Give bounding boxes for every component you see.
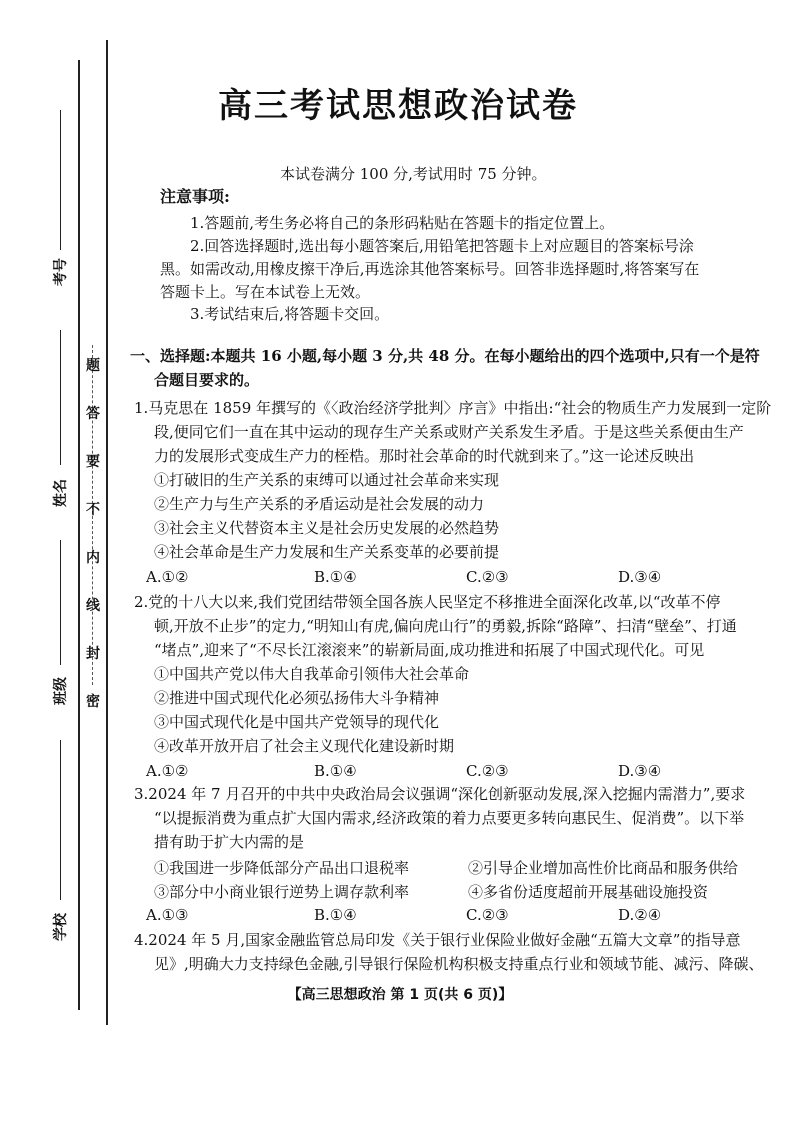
q3-stem-2: “以提振消费为重点扩大国内需求,经济政策的着力点要更多转向惠民生、促消费”。以下举 — [154, 809, 745, 827]
notice-item-3: 3.考试结束后,将答题卡交回。 — [190, 305, 390, 323]
subtitle: 本试卷满分 100 分,考试用时 75 分钟。 — [280, 165, 547, 183]
class-underline — [60, 540, 61, 665]
q1-item-4: ④社会革命是生产力发展和生产关系变革的必要前提 — [154, 543, 500, 561]
q2-option-d: D.③④ — [618, 762, 662, 780]
q4-stem-1: 4.2024 年 5 月,国家金融监管总局印发《关于银行业保险业做好金融“五篇大文章”的指导意 — [134, 931, 741, 949]
q1-item-1: ①打破旧的生产关系的束缚可以通过社会革命来实现 — [154, 471, 500, 489]
q3-item-3: ③部分中小商业银行逆势上调存款利率 — [154, 883, 410, 901]
binding-char-2: 答 — [86, 406, 100, 422]
q1-item-3: ③社会主义代替资本主义是社会历史发展的必然趋势 — [154, 519, 500, 537]
q3-stem-1: 3.2024 年 7 月召开的中共中央政治局会议强调“深化创新驱动发展,深入挖掘内需潜力”,要求 — [134, 785, 746, 803]
q1-option-d: D.③④ — [618, 568, 662, 586]
q1-option-c: C.②③ — [466, 568, 509, 586]
q3-item-4: ④多省份适度超前开展基础设施投资 — [468, 883, 709, 901]
binding-char-3: 要 — [86, 454, 100, 470]
q3-option-c: C.②③ — [466, 906, 509, 924]
binding-char-1: 题 — [86, 358, 100, 374]
q2-item-1: ①中国共产党以伟大自我革命引领伟大社会革命 — [154, 665, 470, 683]
q2-item-2: ②推进中国式现代化必须弘扬伟大斗争精神 — [154, 689, 440, 707]
q3-item-1: ①我国进一步降低部分产品出口退税率 — [154, 859, 410, 877]
notice-item-1: 1.答题前,考生务必将自己的条形码粘贴在答题卡的指定位置上。 — [190, 214, 615, 232]
name-label: 姓名 — [53, 479, 69, 507]
q2-option-a: A.①② — [146, 762, 189, 780]
q1-item-2: ②生产力与生产关系的矛盾运动是社会发展的动力 — [154, 495, 485, 513]
binding-char-8: 密 — [86, 694, 100, 710]
q1-stem-2: 段,便同它们一直在其中运动的现存生产关系或财产关系发生矛盾。于是这些关系便由生产 — [154, 423, 744, 441]
page-title: 高三考试思想政治试卷 — [218, 86, 578, 126]
q2-item-3: ③中国式现代化是中国共产党领导的现代化 — [154, 713, 440, 731]
q3-stem-3: 措有助于扩大内需的是 — [154, 833, 305, 851]
binding-char-5: 内 — [86, 550, 100, 566]
binding-line-outer — [78, 60, 80, 1010]
q2-stem-3: “堵点”,迎来了“不尽长江滚滚来”的崭新局面,成功推进和拓展了中国式现代化。可见 — [154, 641, 705, 659]
q3-option-a: A.①③ — [146, 906, 189, 924]
notice-item-2b: 黑。如需改动,用橡皮擦干净后,再选涂其他答案标号。回答非选择题时,将答案写在 — [160, 260, 700, 278]
q2-stem-1: 2.党的十八大以来,我们党团结带领全国各族人民坚定不移推进全面深化改革,以“改革不停 — [134, 593, 721, 611]
q3-option-d: D.②④ — [618, 906, 662, 924]
q1-option-a: A.①② — [146, 568, 189, 586]
q2-item-4: ④改革开放开启了社会主义现代化建设新时期 — [154, 737, 455, 755]
q1-option-b: B.①④ — [314, 568, 357, 586]
q2-stem-2: 顿,开放不止步”的定力,“明知山有虎,偏向虎山行”的勇毅,拆除“路障”、扫清“壁垒”、打通 — [154, 617, 737, 635]
section-heading-cont: 合题目要求的。 — [154, 371, 260, 389]
binding-char-6: 线 — [86, 598, 100, 614]
notice-heading: 注意事项: — [160, 187, 230, 206]
name-underline — [60, 330, 61, 465]
binding-line-inner — [106, 40, 108, 1025]
school-underline — [60, 740, 61, 900]
q3-item-2: ②引导企业增加高性价比商品和服务供给 — [468, 859, 739, 877]
binding-char-4: 不 — [86, 502, 100, 518]
q1-stem-3: 力的发展形式变成生产力的桎梏。那时社会革命的时代就到来了。”这一论述反映出 — [154, 447, 695, 465]
class-label: 班级 — [53, 677, 69, 705]
exam-number-label: 考号 — [53, 258, 69, 286]
notice-item-2c: 答题卡上。写在本试卷上无效。 — [160, 283, 371, 301]
page-footer: 【高三思想政治 第 1 页(共 6 页)】 — [287, 987, 513, 1003]
q2-option-b: B.①④ — [314, 762, 357, 780]
section-heading: 一、选择题:本题共 16 小题,每小题 3 分,共 48 分。在每小题给出的四个选项中,只有一个是符 — [130, 347, 760, 365]
notice-item-2: 2.回答选择题时,选出每小题答案后,用铅笔把答题卡上对应题目的答案标号涂 — [190, 237, 694, 255]
school-label: 学校 — [53, 913, 69, 941]
q4-stem-2: 见》,明确大力支持绿色金融,引导银行保险机构积极支持重点行业和领域节能、减污、降碳、 — [154, 955, 764, 973]
q2-option-c: C.②③ — [466, 762, 509, 780]
binding-char-7: 封 — [86, 646, 100, 662]
q1-stem-1: 1.马克思在 1859 年撰写的《〈政治经济学批判〉序言》中指出:“社会的物质生产力发展到一定阶 — [134, 399, 772, 417]
exam-number-underline — [60, 110, 61, 250]
q3-option-b: B.①④ — [314, 906, 357, 924]
